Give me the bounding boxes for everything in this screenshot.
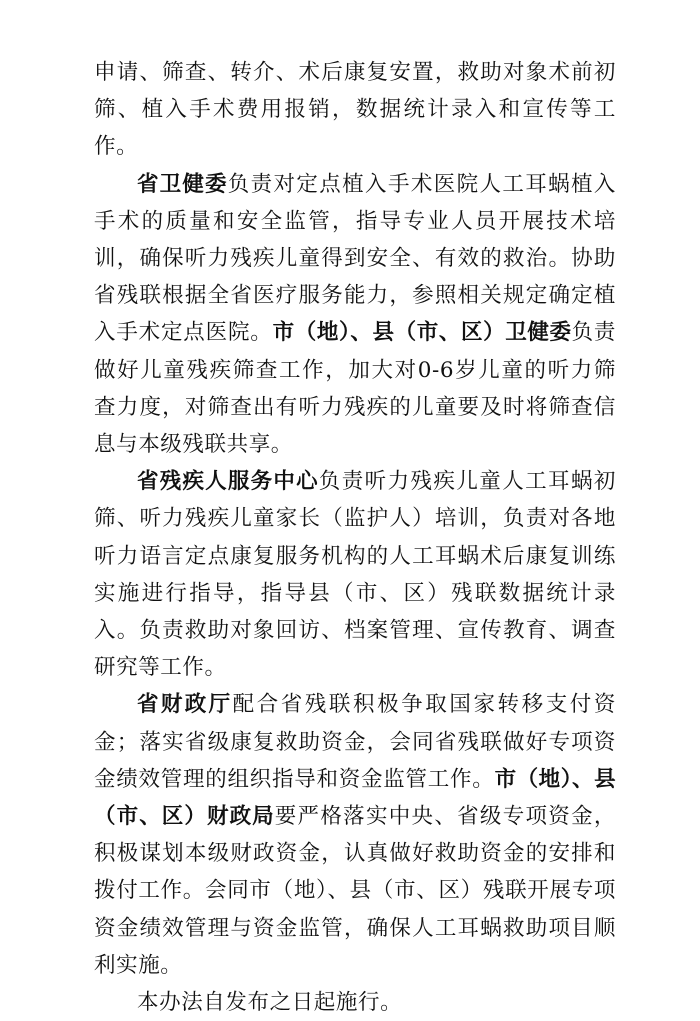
paragraph-3 xyxy=(94,463,616,686)
paragraph-2-text-2: 负责做好儿童残疾筛查工作，加大对0-6岁儿童的听力筛查力度，对筛查出有听力残疾的儿童要及时将筛查信息与本级残联共享。 xyxy=(94,320,617,458)
document-body xyxy=(94,54,616,1021)
paragraph-2 xyxy=(94,166,616,464)
paragraph-5 xyxy=(94,984,616,1021)
paragraph-2-lead: 省卫健委 xyxy=(137,171,228,197)
paragraph-4-lead: 省财政厅 xyxy=(137,692,233,718)
paragraph-3-text-1: 负责听力残疾儿童人工耳蜗初筛、听力残疾儿童家长（监护人）培训，负责对各地听力语言定点康复服务机构的人工耳蜗术后康复训练实施进行指导，指导县（市、区）残联数据统计录入。负责救助对象回访、档案管理、宣传教育、调查研究等工作。 xyxy=(94,469,616,681)
paragraph-1 xyxy=(94,54,616,166)
paragraph-4-text-1: 配合省残联积极争取国家转移支付资金；落实省级康复救助资金，会同省残联做好专项资金绩效管理的组织指导和资金监管工作。 xyxy=(94,692,616,792)
paragraph-4-text-2: 要严格落实中央、省级专项资金，积极谋划本级财政资金，认真做好救助资金的安排和拨付工作。会同市（地）、县（市、区）残联开展专项资金绩效管理与资金监管，确保人工耳蜗救助项目顺利实施。 xyxy=(94,804,616,978)
paragraph-5-text: 本办法自发布之日起施行。 xyxy=(137,990,403,1016)
paragraph-4 xyxy=(94,686,616,984)
paragraph-3-lead: 省残疾人服务中心 xyxy=(137,469,319,495)
paragraph-2-mid: 市（地）、县（市、区）卫健委 xyxy=(272,320,572,346)
paragraph-4-mid: 市（地）、县（市、区）财政局 xyxy=(94,766,616,830)
paragraph-1-text: 申请、筛查、转介、术后康复安置，救助对象术前初筛、植入手术费用报销，数据统计录入和宣传等工作。 xyxy=(94,60,616,160)
paragraph-2-text-1: 负责对定点植入手术医院人工耳蜗植入手术的质量和安全监管，指导专业人员开展技术培训，确保听力残疾儿童得到安全、有效的救治。协助省残联根据全省医疗服务能力，参照相关规定确定植入手术定点医院。 xyxy=(94,171,617,346)
